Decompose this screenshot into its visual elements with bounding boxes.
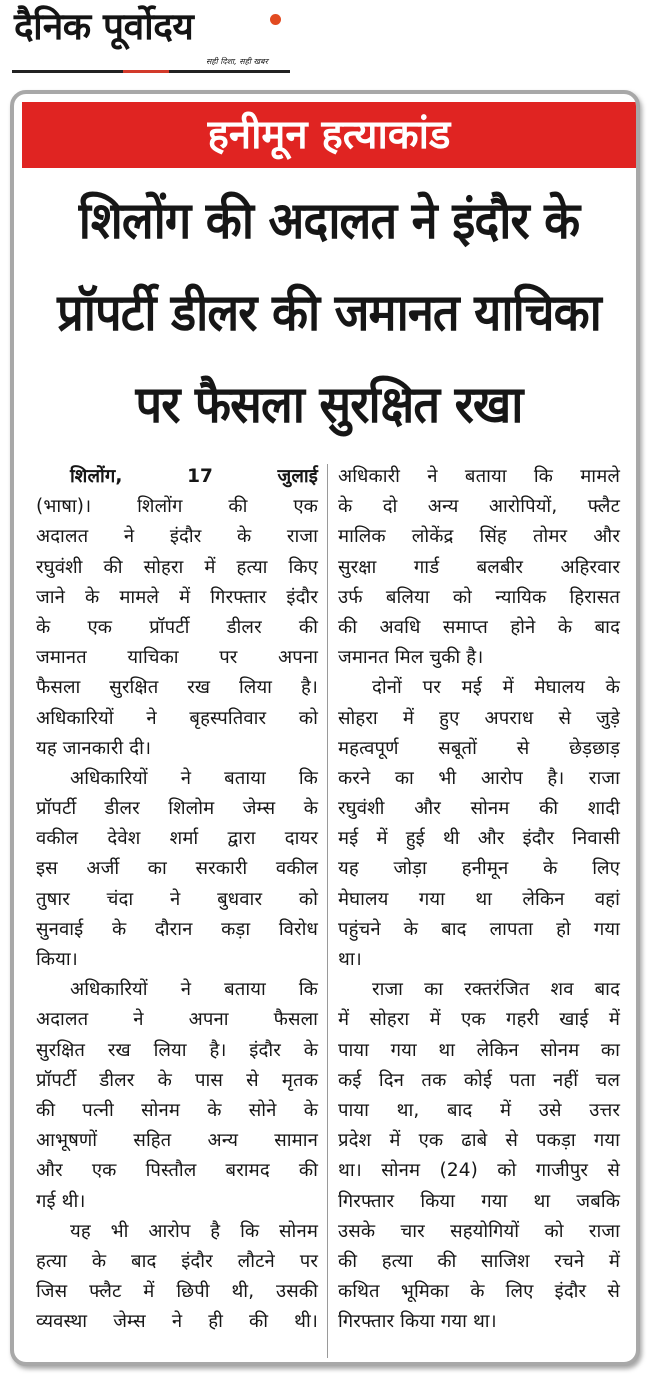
body-line: था। सोनम (24) को गाजीपुर से: [338, 1160, 620, 1182]
dateline: शिलोंग, 17 जुलाई: [70, 466, 318, 487]
body-line: मेघालय गया था लेकिन वहां: [338, 888, 620, 910]
body-line: कई दिन तक कोई पता नहीं चल: [338, 1069, 620, 1091]
body-line: यह जानकारी दी।: [36, 737, 152, 759]
body-line: कथित भूमिका के लिए इंदौर से: [338, 1281, 620, 1303]
body-line: राजा का रक्तरंजित शव बाद: [372, 979, 620, 1001]
headline-line: पर फैसला सुरक्षित रखा: [135, 376, 523, 435]
masthead-rule-accent: [123, 70, 169, 73]
body-line: मालिक लोकेंद्र सिंह तोमर और: [338, 526, 620, 548]
body-line: अधिकारी ने बताया कि मामले: [338, 466, 620, 487]
body-line: अदालत ने अपना फैसला: [36, 1009, 318, 1031]
body-line: करने का भी आरोप है। राजा: [338, 767, 620, 789]
body-line: की अवधि समाप्त होने के बाद: [338, 616, 620, 638]
body-line: जमानत याचिका पर अपना: [36, 647, 318, 669]
body-line: (भाषा)। शिलोंग की एक: [36, 496, 318, 518]
body-line: उसके चार सहयोगियों को राजा: [338, 1220, 620, 1242]
body-line: अधिकारियों ने बृहस्पतिवार को: [36, 707, 318, 729]
body-line: सुरक्षित रख लिया है। इंदौर के: [36, 1039, 318, 1061]
body-line: सुरक्षा गार्ड बलबीर अहिरवार: [338, 556, 620, 578]
body-line: महत्वपूर्ण सबूतों से छेड़छाड़: [338, 737, 620, 759]
body-line: रघुवंशी और सोनम की शादी: [338, 798, 620, 820]
body-line: था।: [338, 949, 362, 970]
column-divider: [327, 464, 328, 1358]
body-line: की पत्नी सोनम के सोने के: [36, 1099, 318, 1121]
body-line: गिरफ्तार किया गया था।: [338, 1311, 497, 1333]
body-line: प्रदेश में एक ढाबे से पकड़ा गया: [338, 1130, 620, 1152]
body-line: यह भी आरोप है कि सोनम: [70, 1220, 318, 1242]
body-line: अदालत ने इंदौर के राजा: [36, 526, 318, 548]
article-kicker: हनीमून हत्याकांड: [207, 112, 451, 158]
body-line: यह जोड़ा हनीमून के लिए: [338, 858, 620, 880]
body-line: के एक प्रॉपर्टी डीलर की: [36, 616, 318, 638]
headline-line: शिलोंग की अदालत ने इंदौर के: [78, 192, 580, 251]
body-line: इस अर्जी का सरकारी वकील: [36, 858, 318, 880]
body-line: फैसला सुरक्षित रख लिया है।: [36, 677, 318, 699]
left-column: [36, 462, 318, 1337]
body-line: पाया गया था लेकिन सोनम का: [338, 1039, 620, 1061]
body-line: पहुंचने के बाद लापता हो गया: [338, 918, 620, 940]
body-line: जमानत मिल चुकी है।: [338, 647, 484, 669]
body-line: प्रॉपर्टी डीलर शिलोम जेम्स के: [36, 798, 318, 820]
logo-dot-icon: [270, 14, 281, 25]
body-line: रघुवंशी की सोहरा में हत्या किए: [36, 556, 318, 578]
body-line: प्रॉपर्टी डीलर के पास से मृतक: [36, 1069, 318, 1091]
body-line: की हत्या की साजिश रचने में: [338, 1250, 620, 1272]
body-line: गिरफ्तार किया गया था जबकि: [338, 1190, 620, 1212]
body-line: वकील देवेश शर्मा द्वारा दायर: [36, 828, 318, 850]
body-line: दोनों पर मई में मेघालय के: [372, 677, 620, 699]
body-line: गई थी।: [36, 1190, 86, 1212]
body-line: जाने के मामले में गिरफ्तार इंदौर: [36, 586, 318, 608]
body-line: जिस फ्लैट में छिपी थी, उसकी: [36, 1281, 318, 1303]
body-line: उर्फ बलिया को न्यायिक हिरासत: [338, 586, 620, 608]
headline-line: प्रॉपर्टी डीलर की जमानत याचिका: [57, 284, 601, 343]
right-column: [338, 462, 620, 1337]
body-line: हत्या के बाद इंदौर लौटने पर: [36, 1250, 318, 1272]
newspaper-logo: दैनिक पूर्वोदय: [14, 5, 194, 48]
body-line: सुनवाई के दौरान कड़ा विरोध: [36, 918, 318, 940]
newspaper-tagline: सही दिशा, सही खबर: [206, 57, 268, 66]
body-line: और एक पिस्तौल बरामद की: [36, 1160, 318, 1182]
masthead: [8, 4, 298, 76]
body-line: तुषार चंदा ने बुधवार को: [36, 888, 318, 910]
body-line: आभूषणों सहित अन्य सामान: [36, 1130, 318, 1152]
body-line: अधिकारियों ने बताया कि: [70, 979, 318, 1001]
body-line: अधिकारियों ने बताया कि: [70, 767, 318, 789]
body-line: में सोहरा में एक गहरी खाई में: [338, 1009, 620, 1031]
body-line: मई में हुई थी और इंदौर निवासी: [338, 828, 620, 850]
body-line: व्यवस्था जेम्स ने ही की थी।: [36, 1311, 318, 1333]
body-line: सोहरा में हुए अपराध से जुड़े: [338, 707, 620, 729]
body-line: के दो अन्य आरोपियों, फ्लैट: [338, 496, 620, 518]
body-line: किया।: [36, 949, 78, 970]
body-line: पाया था, बाद में उसे उत्तर: [338, 1099, 620, 1121]
